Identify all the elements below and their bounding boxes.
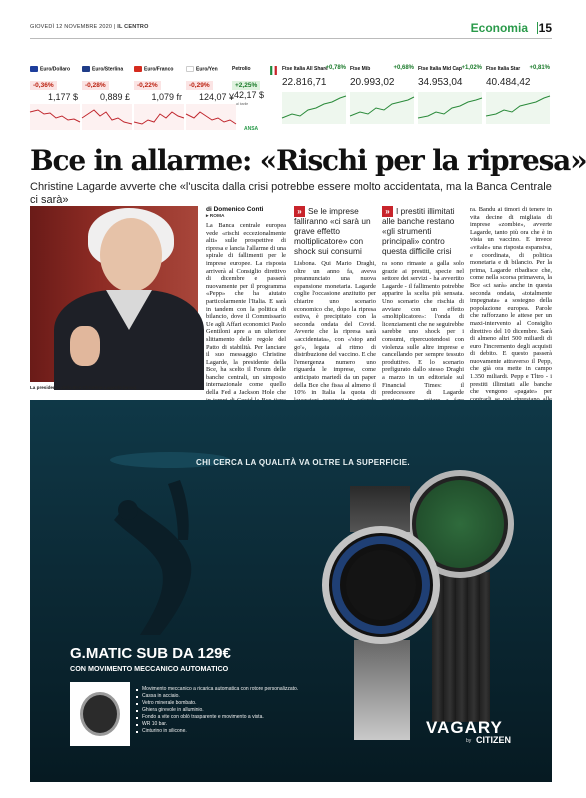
index-all-share: Ftse Italia All Share +0,78% 22.816,71 (282, 66, 346, 138)
article-subhead: Christine Lagarde avverte che «l'uscita dalla crisi potrebbe essere molto accidentata, ma la Banca Centrale ci sarà» (30, 181, 552, 206)
diver-illustration (70, 440, 250, 640)
ad-features-list (136, 686, 298, 735)
brand-logo: VAGARY (426, 718, 503, 737)
watch-caseback-thumbnail (70, 682, 130, 746)
article-column-2: Lisbona. Qui Mario Draghi, oltre un anno fa, aveva preannunciato una nuova espansione monetaria. Lagarde coglie l'occasione anzitutto per chiarire uno scenario economico che, dopo la ripresa estiva, è precipitato con la seconda ondata del Covid. Avverte che la ripresa sarà «accidentata», con «'stop and go'», legata al ritmo di distribuzione del vaccino. E che l'emergenza numero uno riguarda le imprese, come anticipato martedì da un paper della Bce che fissa al almeno il 10% in Italia la quota di (294, 260, 376, 397)
index-ftse-mib: Ftse Mib +0,68% 20.993,02 (350, 66, 414, 138)
maker-logo: CITIZEN (476, 735, 511, 745)
brand-by: by (466, 738, 472, 744)
ticker-source: ANSA (244, 126, 259, 132)
uk-flag-icon (82, 66, 90, 72)
list-item: Fondo a vite con oblò trasparente e movimento a vista. (136, 714, 298, 721)
photo-caption: La presidente della Bce Christine Lagarde (ansa) (30, 385, 137, 390)
ad-tagline: CHI CERCA LA QUALITÀ VA OLTRE LA SUPERFICIE. (196, 458, 410, 467)
quote-marker-icon: » (382, 206, 393, 217)
page-header (30, 19, 552, 39)
index-sparkline (418, 92, 482, 124)
italy-flag-icon (270, 66, 277, 75)
green-watch-strap (432, 572, 490, 722)
list-item: WR 10 bar. (136, 721, 298, 728)
blue-watch-dial (346, 550, 416, 620)
ticker-sparkline (30, 104, 80, 130)
article-byline: di Domenico Conti (206, 206, 264, 213)
issue-date: GIOVEDÌ 12 NOVEMBRE 2020 | IL CENTRO (30, 24, 149, 30)
index-star: Ftse Italia Star +0,81% 40.484,42 (486, 66, 550, 138)
advertisement (30, 400, 552, 782)
lagarde-photo (30, 206, 198, 382)
index-sparkline (486, 92, 550, 124)
pull-quote-2: I prestiti illimitati alle banche restano «gli strumenti principali» contro questa difficile crisi (382, 206, 455, 256)
japan-flag-icon (186, 66, 194, 72)
list-item: Cinturino in silicone. (136, 728, 298, 735)
list-item: Vetro minerale bombato. (136, 700, 298, 707)
article-column-3: ra sono rimaste a galla solo grazie ai prestiti, specie nel settore dei servizi - ha avvertito Lagarde - il fallimento potrebbe apparire la scelta più sensata. Uno scenario che rischia di avviare con un effetto «moltiplicatore»: l'onda di licenziamenti che ne seguirebbe sarebbe uno shock per i consumi, ripercuotendosi con violenza sulle altre imprese e cancellando per sempre tessuto produttivo. E lo scenario prefigurato dallo stesso Draghi a marzo in un editoriale sul Financial Times: il predecessore di Lagarde (382, 260, 464, 397)
quote-marker-icon: » (294, 206, 305, 217)
list-item: Movimento meccanico a ricarica automatica con rotore personalizzato. (136, 686, 298, 693)
ticker-sparkline (82, 104, 132, 130)
ticker-oil: Petrolio +2,25% 42,17 $ al barile (232, 66, 264, 106)
article-column-1: La Banca centrale europea vede «rischi eccezionalmente alti» sulle prospettive di ripresa e lancia l'allarme di una spirale di fallimenti per le imprese europee. La risposta arriverà al Consiglio direttivo di dicembre e passerà nuovamente per il programma «Pepp» che ha aiutato particolarmente l'Italia. E sarà in tandem con la politica di bilancio, dove il Commissario Ue agli Affari economici Paolo Gentiloni apre a un ulteriore slittamento delle regole del Patto di stabilità. Per lanciare il suo messaggio Christine Lagarde, la presidente della Bce, ha scelto il Forum delle banche centrali, un simposio internazionale come quello della Fed a Jackson Hole che (206, 222, 286, 397)
ticker-sparkline (186, 104, 236, 130)
article-column-4: ra. Bandu ai timori di tenere in vita decine di migliaia di imprese «zombie», avverte Lagarde, tanto più ora che è in vista un vaccino. E invece «vitale» una risposta espansiva, e coordinata, di politica monetaria e di bilancio. Per la prima, Lagarde ribadisce che, come nella scorsa primavera, la Bce «ci sarà» anche in questa seconda ondata, «totalmente impegnata» a sostegno della popolazione europea. Parole che rafforzano le attese per un maxi-intervento al Consiglio direttivo del 10 dicembre. Sarà di almeno altri 500 miliardi di euro l'incremento degli acquisti di debito. E questo passerà nuovamente attraverso il Pepp, che già ora mette in campo 1.350 miliardi. Pepp e Tltro - i prestiti illimitati alle banche che vengono «pagate» per (470, 206, 552, 396)
section-name: Economia (470, 21, 528, 35)
ticker-eur-usd: Euro/Dollaro -0,36% 1,177 $ (30, 66, 80, 138)
list-item: Ghiera girevole in alluminio. (136, 707, 298, 714)
index-sparkline (350, 92, 414, 124)
pull-quote-1: Se le imprese falliranno «ci sarà un grave effetto moltiplicatore» con shock sui consumi (294, 206, 371, 256)
page-number: 15 (538, 21, 552, 35)
ticker-sparkline (134, 104, 184, 130)
blue-watch-strap-bottom (354, 640, 410, 740)
ticker-eur-chf: Euro/Franco -0,22% 1,079 fr (134, 66, 184, 138)
ad-subtitle: CON MOVIMENTO MECCANICO AUTOMATICO (70, 664, 229, 673)
list-item: Cassa in acciaio. (136, 693, 298, 700)
usa-flag-icon (30, 66, 38, 72)
swiss-flag-icon (134, 66, 142, 72)
index-mid-cap: Ftse Italia Mid Cap +1,02% 34.953,04 (418, 66, 482, 138)
ad-title: G.MATIC SUB DA 129€ (70, 645, 231, 662)
ticker-eur-gbp: Euro/Sterlina -0,28% 0,889 £ (82, 66, 132, 138)
ticker-eur-jpy: Euro/Yen -0,29% 124,07 ¥ (186, 66, 236, 138)
article-headline: Bce in allarme: «Rischi per la ripresa» (30, 144, 586, 177)
index-sparkline (282, 92, 346, 124)
article-dateline: ▸ ROMA (206, 214, 225, 219)
